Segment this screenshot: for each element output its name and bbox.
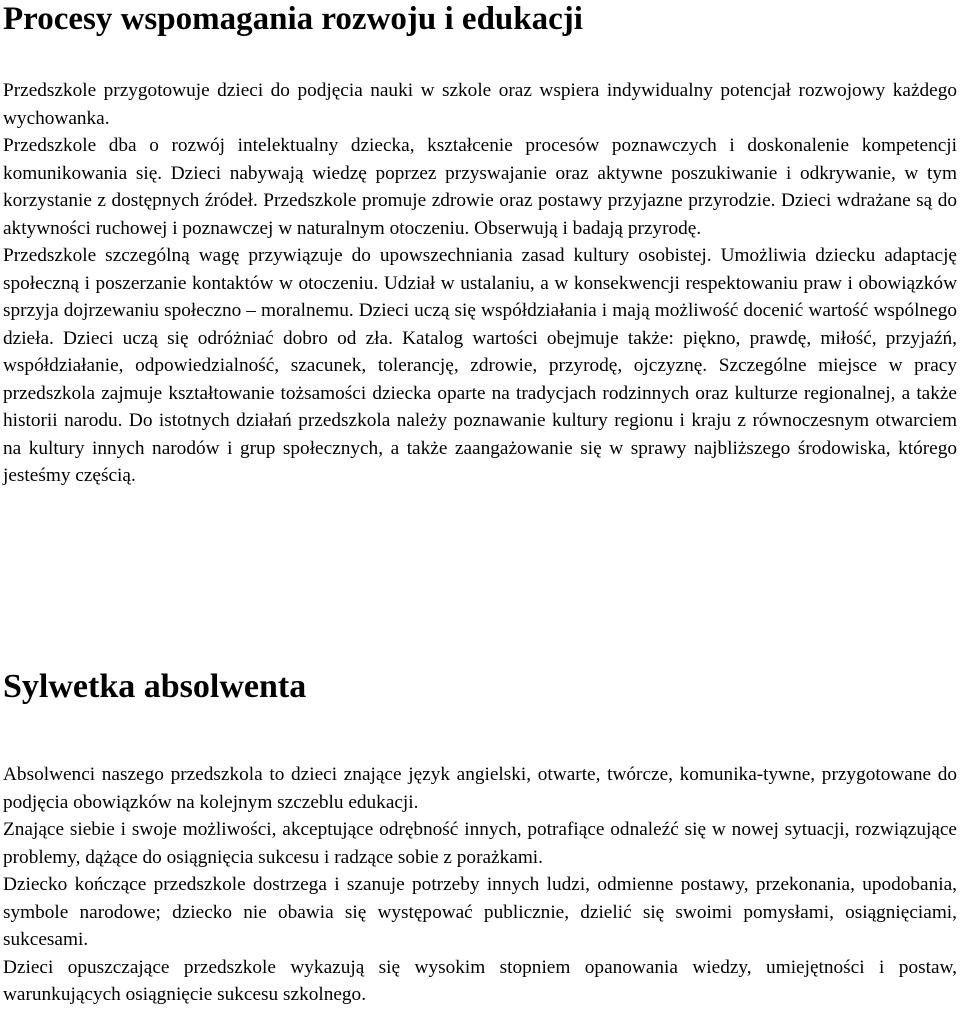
section-title-processes: Procesy wspomagania rozwoju i edukacji [3,1,583,37]
section-title-graduate-profile: Sylwetka absolwenta [3,668,307,705]
paragraph: Dziecko kończące przedszkole dostrzega i szanuje potrzeby innych ludzi, odmienne postawy, przekonania, upodobania, symbole narodowe; dziecko nie obawia się występować publicznie, dzielić się swoimi pomysłami, osiągnięciami, sukcesami. [3,874,957,950]
section-graduate-profile-body [3,761,957,1009]
paragraph: Przedszkole szczególną wagę przywiązuje do upowszechniania zasad kultury osobistej. Umożliwia dziecku adaptację społeczną i poszerzanie kontaktów w otoczeniu. Udział w ustalaniu, a w konsekwencji respektowaniu praw i obowiązków sprzyja dojrzewaniu społeczno – moralnemu. Dzieci uczą się współdziałania i mają możliwość docenić wartość wspólnego dzieła. Dzieci uczą się odróżniać dobro od zła. Katalog wartości obejmuje także: piękno, prawdę, miłość, przyjaźń, współdziałanie, odpowiedzialność, szacunek, tolerancję, zdrowie, przyrodę, ojczyznę. Szczególne miejsce w pracy przedszkola zajmuje kształtowanie tożsamości dziecka oparte na tradycjach rodzinnych oraz kulturze regionalnej, a także historii narodu. Do istotnych działań przedszkola należy poznawanie kultury regionu i kraju z równoczesnym otwarciem na kultury innych narodów i grup społecznych, a także zaangażowanie się w sprawy najbliższego środowiska, którego jesteśmy częścią. [3,245,957,486]
paragraph: Absolwenci naszego przedszkola to dzieci znające język angielski, otwarte, twórcze, komunika-tywne, przygotowane do podjęcia obowiązków na kolejnym szczeblu edukacji. [3,764,957,813]
paragraph: Dzieci opuszczające przedszkole wykazują się wysokim stopniem opanowania wiedzy, umiejętności i postaw, warunkujących osiągnięcie sukcesu szkolnego. [3,956,957,1005]
section-processes-body [3,77,957,490]
paragraph: Znające siebie i swoje możliwości, akceptujące odrębność innych, potrafiące odnaleźć się w nowej sytuacji, rozwiązujące problemy, dążące do osiągnięcia sukcesu i radzące sobie z porażkami. [3,819,957,868]
paragraph: Przedszkole przygotowuje dzieci do podjęcia nauki w szkole oraz wspiera indywidualny potencjał rozwojowy każdego wychowanka. [3,80,957,129]
paragraph: Przedszkole dba o rozwój intelektualny dziecka, kształcenie procesów poznawczych i doskonalenie kompetencji komunikowania się. Dzieci nabywają wiedzę poprzez przyswajanie oraz aktywne poszukiwanie i odkrywanie, w tym korzystanie z dostępnych źródeł. Przedszkole promuje zdrowie oraz postawy przyjazne przyrodzie. Dzieci wdrażane są do aktywności ruchowej i poznawczej w naturalnym otoczeniu. Obserwują i badają przyrodę. [3,135,957,239]
